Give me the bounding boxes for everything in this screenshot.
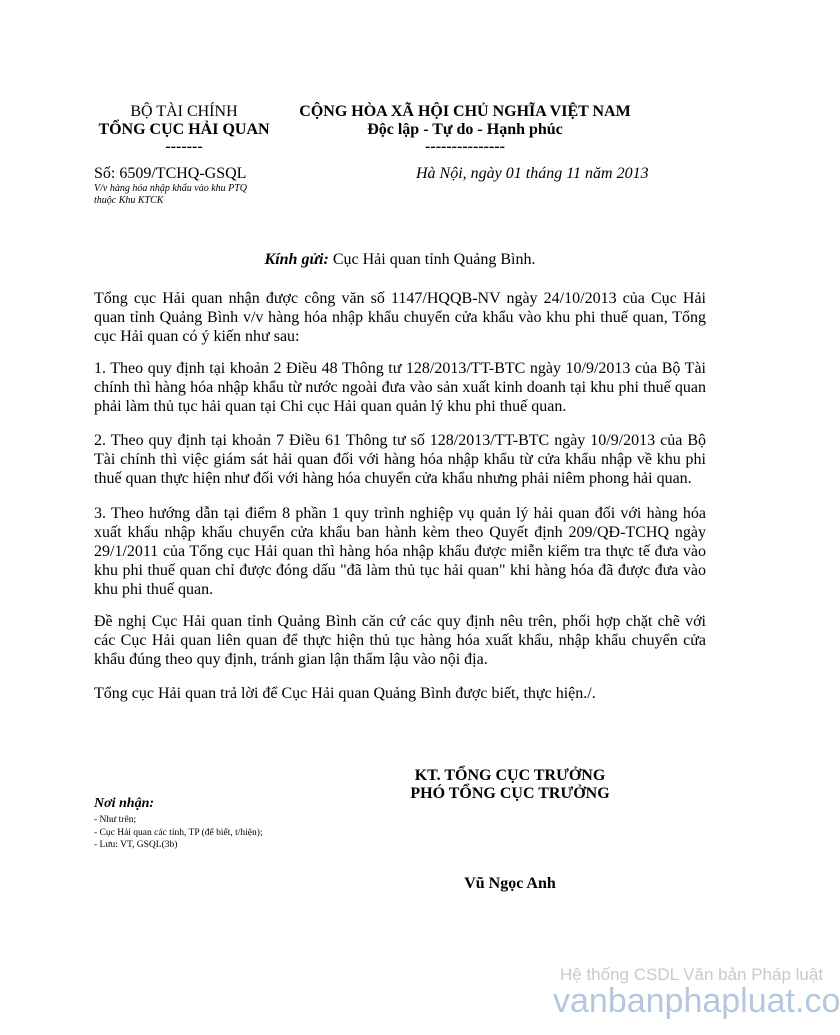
header-right-separator: --------------- — [425, 138, 505, 155]
recipients-list — [94, 814, 354, 852]
document-subject — [94, 183, 294, 207]
paragraph-1: 1. Theo quy định tại khoản 2 Điều 48 Thông tư 128/2013/TT-BTC ngày 10/9/2013 của Bộ Tài chính thì hàng hóa nhập khẩu từ nước ngoài đưa vào sản xuất kinh doanh tại khu phi thuế quan phải làm thủ tục hải quan tại Chi cục Hải quan quản lý khu phi thuế quan. — [94, 360, 706, 415]
subject-line-2: thuộc Khu KTCK — [94, 195, 164, 206]
document-number: Số: 6509/TCHQ-GSQL — [94, 165, 247, 182]
paragraph-closing: Tổng cục Hải quan trả lời để Cục Hải quan Quảng Bình được biết, thực hiện./. — [94, 685, 596, 702]
recipient-item: - Như trên; — [94, 815, 137, 825]
addressee — [94, 251, 706, 269]
agency-name: TỔNG CỤC HẢI QUAN — [98, 121, 270, 138]
signer-name: Vũ Ngọc Anh — [464, 875, 556, 892]
paragraph-2: 2. Theo quy định tại khoản 7 Điều 61 Thông tư số 128/2013/TT-BTC ngày 10/9/2013 của Bộ Tài chính thì việc giám sát hải quan đối với hàng hóa nhập khẩu từ cửa khẩu nhập về khu phi thuế quan thực hiện như đối với hàng hóa chuyển cửa khẩu nhưng phải niêm phong hải quan. — [94, 432, 706, 487]
addressee-recipient: Cục Hải quan tỉnh Quảng Bình. — [328, 251, 536, 268]
paragraph-intro: Tổng cục Hải quan nhận được công văn số 1147/HQQB-NV ngày 24/10/2013 của Cục Hải quan tỉnh Quảng Bình v/v hàng hóa nhập khẩu chuyển cửa khẩu vào khu phi thuế quan, Tổng cục Hải quan có ý kiến như sau: — [94, 290, 706, 345]
ministry-name: BỘ TÀI CHÍNH — [130, 103, 238, 120]
country-name: CỘNG HÒA XÃ HỘI CHỦ NGHĨA VIỆT NAM — [299, 103, 631, 120]
signature-titles — [390, 767, 630, 803]
header-right — [275, 103, 655, 155]
paragraph-request: Đề nghị Cục Hải quan tỉnh Quảng Bình căn cứ các quy định nêu trên, phối hợp chặt chẽ với các Cục Hải quan liên quan để thực hiện thủ tục hàng hóa xuất khẩu, nhập khẩu chuyển cửa khẩu đúng theo quy định, tránh gian lận thẩm lậu vào nội địa. — [94, 613, 706, 668]
watermark-line-2: vanbanphapluat.co — [553, 982, 840, 1020]
watermark-line-1: Hệ thống CSDL Văn bản Pháp luật — [560, 965, 824, 984]
addressee-label: Kính gửi: — [264, 251, 329, 268]
recipients-label: Nơi nhận: — [94, 796, 155, 811]
subject-line-1: V/v hàng hóa nhập khẩu vào khu PTQ — [94, 183, 248, 194]
place-date: Hà Nội, ngày 01 tháng 11 năm 2013 — [416, 165, 649, 182]
signature-title-1: KT. TỔNG CỤC TRƯỞNG — [414, 767, 606, 784]
header-left-separator: ------- — [165, 138, 203, 155]
recipient-item: - Lưu: VT, GSQL(3b) — [94, 840, 178, 850]
national-motto: Độc lập - Tự do - Hạnh phúc — [367, 121, 563, 138]
signature-title-2: PHÓ TỔNG CỤC TRƯỞNG — [410, 785, 610, 802]
header-left — [94, 103, 274, 155]
paragraph-3: 3. Theo hướng dẫn tại điểm 8 phần 1 quy trình nghiệp vụ quản lý hải quan đối với hàng hóa xuất khẩu nhập khẩu chuyển cửa khẩu ban hành kèm theo Quyết định 209/QĐ-TCHQ ngày 29/1/2011 của Tổng cục Hải quan thì hàng hóa nhập khẩu được miễn kiểm tra thực tế đưa vào khu phi thuế quan chỉ được đóng dấu "đã làm thủ tục hải quan" khi hàng hóa đã được đưa vào khu phi thuế quan. — [94, 505, 706, 598]
recipient-item: - Cục Hải quan các tỉnh, TP (để biết, t/hiện); — [94, 827, 263, 838]
